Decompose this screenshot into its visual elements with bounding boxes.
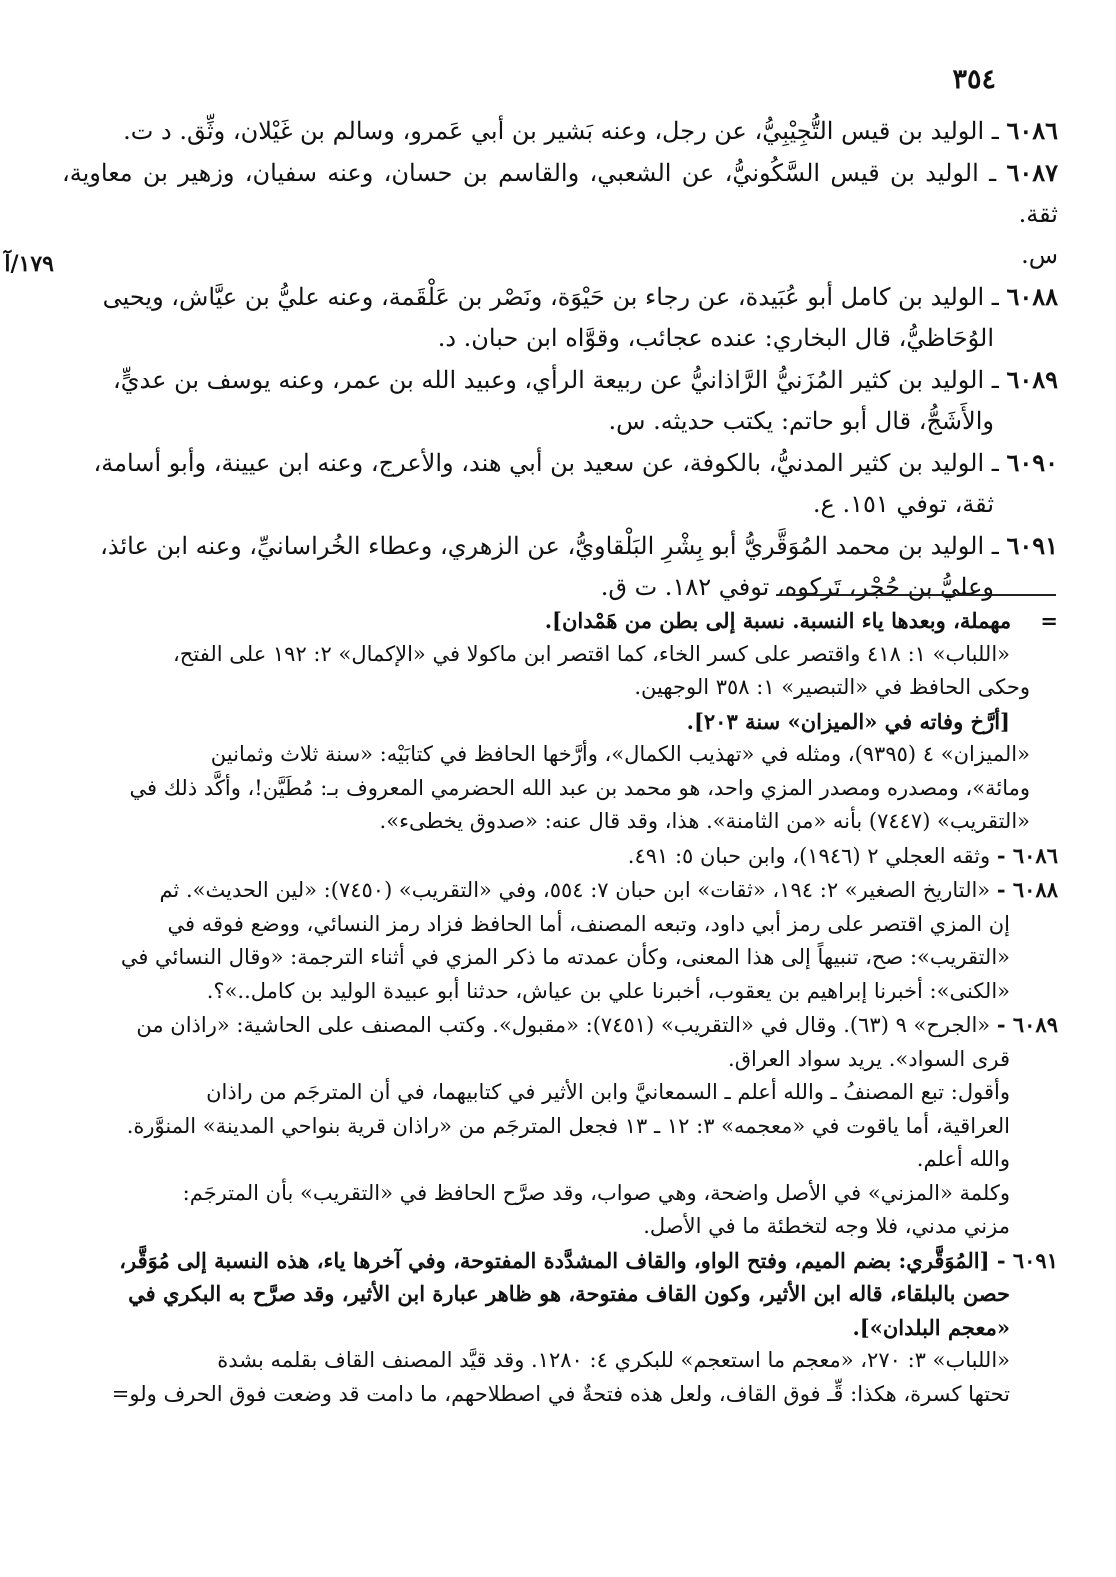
entry-6086: ٦٠٨٦ ـ الوليد بن قيس التُّجِيْبِيُّ، عن رجل، وعنه بَشير بن أبي عَمرو، وسالم بن غَيْلان، وثِّق. د ت. — [123, 116, 1058, 145]
note-number: ٦٠٨٦ - — [996, 842, 1058, 868]
entry-6089: ٦٠٨٩ ـ الوليد بن كثير المُزَنيُّ الرَّاذانيُّ عن ربيعة الرأي، وعبيد الله بن عمر، وعنه يوسف بن عديٍّ، — [113, 365, 1058, 394]
note-line: «التقريب»: صح، تنبيهاً إلى هذا المعنى، وكأن عمدته ما ذكر المزي في أثناء الترجمة: «وقال النسائي في — [120, 945, 1010, 969]
note-line: إن المزي اقتصر على رمز أبي داود، وتبعه المصنف، أما الحافظ فزاد رمز النسائي، ووضع فوقه في — [167, 911, 1010, 936]
entry-number: ٦٠٨٩ — [1006, 365, 1058, 394]
entry-6088: ٦٠٨٨ ـ الوليد بن كامل أبو عُبَيدة، عن رجاء بن حَيْوَة، ونَصْر بن عَلْقَمة، وعنه عليُّ بن عيَّاش، ويحيى — [102, 282, 1058, 311]
entry-text: الوليد بن قيس التُّجِيْبِيُّ، عن رجل، وعنه بَشير بن أبي عَمرو، وسالم بن غَيْلان، وثِّق. د ت. — [123, 117, 985, 145]
note-line: «معجم البلدان»]. — [852, 1314, 1010, 1340]
note-line: مزني مدني، فلا وجه لتخطئة ما في الأصل. — [643, 1214, 1010, 1238]
note-number: ٦٠٨٩ - — [996, 1012, 1058, 1037]
entry-6091: ٦٠٩١ ـ الوليد بن محمد المُوَقَّريُّ أبو بِشْرِ البَلْقاويُّ، عن الزهري، وعطاء الخُراسانيِّ، وعنه ابن عائذ، — [100, 531, 1058, 560]
entry-text: الوليد بن قيس السَّكُونيُّ، عن الشعبي، والقاسم بن حسان، وعنه سفيان، وزهير بن معاوية، ثقة. — [62, 159, 1058, 228]
entry-number: ٦٠٩٠ — [1006, 448, 1058, 477]
entry-continuation: ثقة، توفي ١٥١. ع. — [812, 490, 994, 518]
continuation-mark: = — [1040, 608, 1058, 633]
note-line: والله أعلم. — [916, 1147, 1010, 1171]
entry-number: ٦٠٨٧ — [1006, 158, 1058, 187]
note-number: ٦٠٨٨ - — [996, 877, 1058, 902]
note-line: العراقية، أما ياقوت في «معجمه» ٣: ١٢ ـ ١٣ فجعل المترجَم من «راذان قرية بنواحي المدينة» المنوَّرة. — [126, 1113, 1010, 1138]
note-line: وحكى الحافظ في «التبصير» ١: ٣٥٨ الوجهين. — [634, 675, 1030, 699]
main-text — [62, 110, 1058, 608]
entry-6090: ٦٠٩٠ ـ الوليد بن كثير المدنيُّ، بالكوفة، عن سعيد بن أبي هند، والأعرج، وعنه ابن عيينة، وأبو أسامة، — [93, 448, 1058, 477]
note-number: ٦٠٩١ - — [996, 1247, 1058, 1273]
note-line: تحتها كسرة، هكذا: قِّـ فوق القاف، ولعل هذه فتحةٌ في اصطلاحهم، ما دامت قد وضعت فوق الحرف ولو= — [111, 1381, 1010, 1406]
entry-number: ٦٠٨٦ — [1006, 116, 1058, 145]
note-line: وأقول: تبع المصنفُ ـ والله أعلم ـ السمعانيَّ وابن الأثير في كتابيهما، في أن المترجَم من راذان — [206, 1080, 1010, 1104]
note-line: «اللباب» ١: ٤١٨ واقتصر على كسر الخاء، كما اقتصر ابن ماكولا في «الإكمال» ٢: ١٩٢ على الفتح، — [173, 641, 1010, 666]
note-6086: ٦٠٨٦ - وثقه العجلي ٢ (١٩٤٦)، وابن حبان ٥: ٤٩١. — [627, 842, 1058, 868]
note-line: [أرَّخ وفاته في «الميزان» سنة ٢٠٣]. — [686, 708, 1010, 734]
entry-number: ٦٠٩١ — [1006, 531, 1058, 560]
entry-number: ٦٠٨٨ — [1006, 282, 1058, 311]
note-line: ومائة»، ومصدره ومصدر المزي واحد، هو محمد بن عبد الله الحضرمي المعروف بـ: مُطَيَّن!، وأكَّد ذلك في — [129, 775, 1030, 800]
footnotes — [58, 604, 1058, 1411]
entry-text: الوليد بن كثير المدنيُّ، بالكوفة، عن سعيد بن أبي هند، والأعرج، وعنه ابن عيينة، وأبو أسامة، — [93, 449, 985, 477]
note-line: «الكنى»: أخبرنا إبراهيم بن يعقوب، أخبرنا علي بن عياش، حدثنا أبو عبيدة الوليد بن كامل..»؟. — [206, 978, 1010, 1003]
page-number: ٣٥٤ — [952, 64, 996, 95]
margin-reference: ١٧٩/آ — [4, 251, 54, 277]
note-line: «اللباب» ٣: ٢٧٠، «معجم ما استعجم» للبكري ٤: ١٢٨٠. وقد قيَّد المصنف القاف بقلمه بشدة — [217, 1348, 1010, 1372]
entry-text: الوليد بن كثير المُزَنيُّ الرَّاذانيُّ عن ربيعة الرأي، وعبيد الله بن عمر، وعنه يوسف بن عديٍّ، — [113, 366, 985, 394]
note-line: «التقريب» (٧٤٤٧) بأنه «من الثامنة». هذا، وقد قال عنه: «صدوق يخطىء». — [379, 809, 1030, 833]
note-6088: ٦٠٨٨ - «التاريخ الصغير» ٢: ١٩٤، «ثقات» ابن حبان ٧: ٥٥٤، وفي «التقريب» (٧٤٥٠): «لين الحديث». ثم — [159, 877, 1058, 902]
footnote-divider — [776, 594, 1056, 596]
entry-text: الوليد بن كامل أبو عُبَيدة، عن رجاء بن حَيْوَة، ونَصْر بن عَلْقَمة، وعنه عليُّ بن عيَّاش، ويحيى — [102, 283, 985, 311]
entry-continuation: س. — [1021, 241, 1058, 269]
note-line: «الميزان» ٤ (٩٣٩٥)، ومثله في «تهذيب الكمال»، وأرَّخها الحافظ في كتابَيْه: «سنة ثلاث وثمانين — [210, 742, 1030, 766]
note-line: = مهملة، وبعدها ياء النسبة. نسبة إلى بطن من هَمْدان]. — [544, 608, 1058, 633]
entry-6087: ٦٠٨٧ ـ الوليد بن قيس السَّكُونيُّ، عن الشعبي، والقاسم بن حسان، وعنه سفيان، وزهير بن معاوية، ثقة. — [62, 158, 1058, 228]
entry-text: الوليد بن محمد المُوَقَّريُّ أبو بِشْرِ البَلْقاويُّ، عن الزهري، وعطاء الخُراسانيِّ، وعنه ابن عائذ، — [100, 532, 985, 560]
note-line: قرى السواد». يريد سواد العراق. — [728, 1046, 1010, 1071]
entry-continuation: الوُحَاظيُّ، قال البخاري: عنده عجائب، وقوَّاه ابن حبان. د. — [437, 324, 994, 352]
entry-continuation: وعليُّ بن حُجْر، تَركوه، توفي ١٨٢. ت ق. — [600, 573, 994, 601]
entry-continuation: والأَشَجُّ، قال أبو حاتم: يكتب حديثه. س. — [608, 407, 994, 435]
note-line: وكلمة «المزني» في الأصل واضحة، وهي صواب، وقد صرَّح الحافظ في «التقريب» بأن المترجَم: — [182, 1180, 1010, 1205]
note-6089: ٦٠٨٩ - «الجرح» ٩ (٦٣). وقال في «التقريب» (٧٤٥١): «مقبول». وكتب المصنف على الحاشية: «راذان من — [136, 1012, 1058, 1037]
note-6091: ٦٠٩١ - [المُوَقَّري: بضم الميم، وفتح الواو، والقاف المشدَّدة المفتوحة، وفي آخرها ياء، هذه النسبة إلى مُوَقَّر، — [119, 1247, 1058, 1273]
note-line: حصن بالبلقاء، قاله ابن الأثير، وكون القاف مفتوحة، هو ظاهر عبارة ابن الأثير، وقد صرَّح به البكري في — [128, 1281, 1010, 1306]
